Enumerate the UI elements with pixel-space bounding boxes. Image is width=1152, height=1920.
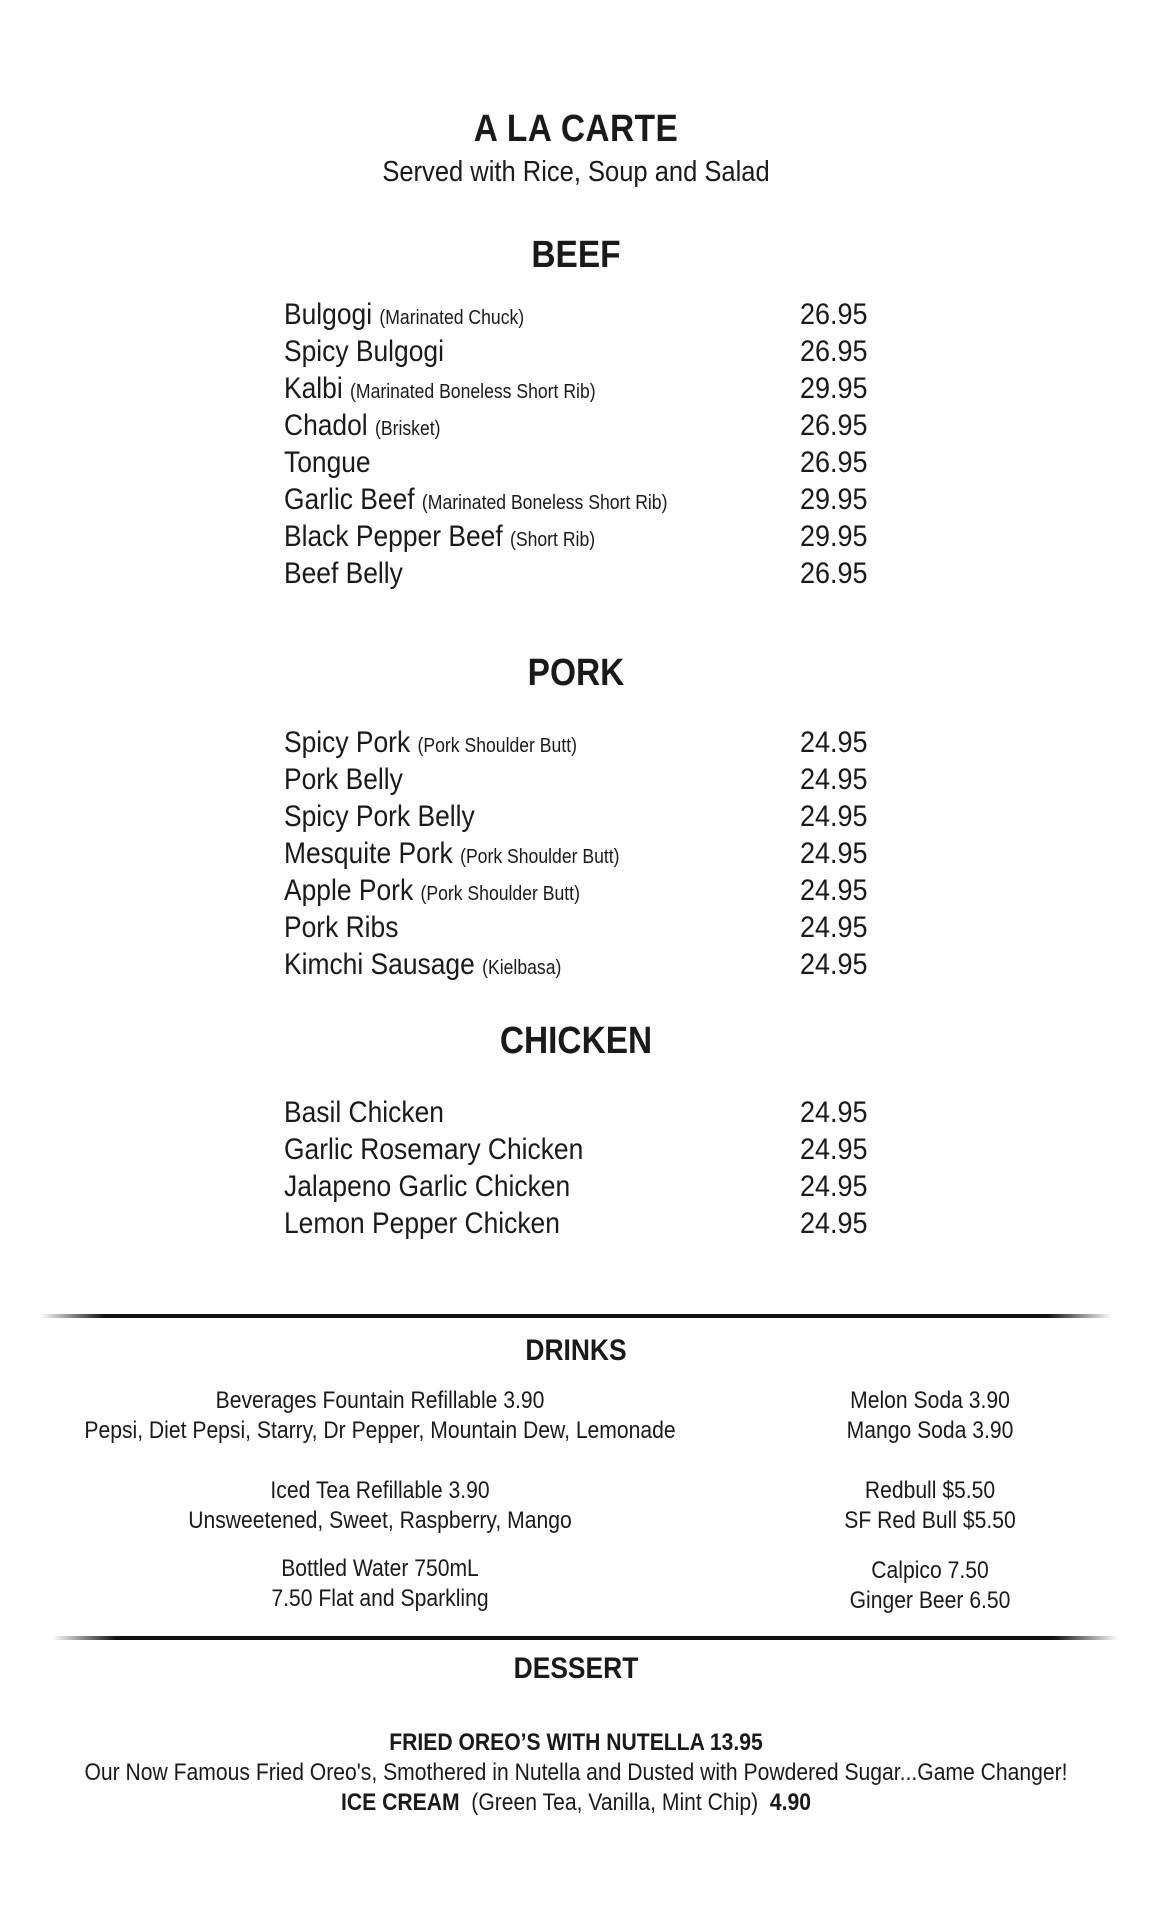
menu-item-price: 26.95 xyxy=(800,335,868,368)
calpico: Calpico 7.50 xyxy=(871,1557,989,1584)
menu-item-name-line xyxy=(284,481,667,522)
menu-item-note: (Marinated Chuck) xyxy=(379,307,525,329)
ice-cream-label: ICE CREAM xyxy=(341,1789,460,1816)
menu-item-name: Jalapeno Garlic Chicken xyxy=(284,1170,571,1203)
sf-redbull: SF Red Bull $5.50 xyxy=(844,1507,1016,1534)
bottled-water xyxy=(30,1554,730,1614)
mango-soda: Mango Soda 3.90 xyxy=(846,1417,1014,1444)
menu-item-name: Spicy Pork xyxy=(284,726,411,759)
menu-item-name: Kimchi Sausage xyxy=(284,948,475,981)
menu-item-price: 29.95 xyxy=(800,483,868,516)
menu-item-name-line xyxy=(284,296,524,337)
menu-item-name-line xyxy=(284,333,444,370)
bottled-water-options: 7.50 Flat and Sparkling xyxy=(271,1585,489,1612)
menu-item-name-line xyxy=(284,761,403,798)
menu-item-name: Pork Ribs xyxy=(284,911,399,944)
menu-item-price: 26.95 xyxy=(800,557,868,590)
menu-item-price: 29.95 xyxy=(800,372,868,405)
fountain-drinks-options: Pepsi, Diet Pepsi, Starry, Dr Pepper, Mountain Dew, Lemonade xyxy=(84,1417,676,1444)
dessert-divider xyxy=(52,1636,1118,1640)
menu-item xyxy=(284,555,884,592)
other-drinks xyxy=(780,1556,1080,1616)
menu-item-price: 24.95 xyxy=(800,763,868,796)
menu-item-name-line xyxy=(284,946,561,987)
menu-item-name: Garlic Rosemary Chicken xyxy=(284,1133,584,1166)
menu-item xyxy=(284,946,884,983)
menu-item-note: (Pork Shoulder Butt) xyxy=(420,883,580,905)
menu-item-price: 24.95 xyxy=(800,1096,868,1129)
menu-item-name-line xyxy=(284,1168,570,1205)
menu-item-name-line xyxy=(284,518,595,559)
menu-item xyxy=(284,835,884,872)
ice-cream-price: 4.90 xyxy=(769,1789,811,1816)
menu-item-note: (Pork Shoulder Butt) xyxy=(460,846,620,868)
menu-item-name-line xyxy=(284,872,580,913)
menu-item-price: 24.95 xyxy=(800,726,868,759)
menu-item-price: 26.95 xyxy=(800,446,868,479)
ice-cream-flavors: (Green Tea, Vanilla, Mint Chip) xyxy=(471,1789,759,1816)
drinks-section-title: DRINKS xyxy=(525,1334,627,1367)
menu-item-name-line xyxy=(284,407,441,448)
menu-item xyxy=(284,518,884,555)
menu-item xyxy=(284,370,884,407)
menu-item-price: 24.95 xyxy=(800,800,868,833)
menu-item xyxy=(284,909,884,946)
menu-item-note: (Kielbasa) xyxy=(482,957,562,979)
menu-item-name: Black Pepper Beef xyxy=(284,520,503,553)
page-subtitle: Served with Rice, Soup and Salad xyxy=(382,156,770,188)
menu-item-name: Bulgogi xyxy=(284,298,373,331)
fountain-drinks xyxy=(30,1386,730,1446)
ginger-beer: Ginger Beer 6.50 xyxy=(849,1587,1011,1614)
menu-item-name: Basil Chicken xyxy=(284,1096,444,1129)
iced-tea-options: Unsweetened, Sweet, Raspberry, Mango xyxy=(188,1507,572,1534)
menu-item-price: 24.95 xyxy=(800,837,868,870)
menu-item-name-line xyxy=(284,1205,560,1242)
menu-item xyxy=(284,444,884,481)
menu-item-name-line xyxy=(284,724,577,765)
menu-item-price: 26.95 xyxy=(800,298,868,331)
drinks-divider xyxy=(40,1314,1112,1318)
menu-item-name: Spicy Pork Belly xyxy=(284,800,475,833)
menu-item-price: 24.95 xyxy=(800,911,868,944)
menu-item-price: 26.95 xyxy=(800,409,868,442)
menu-item-name-line xyxy=(284,798,475,835)
menu-item-name: Lemon Pepper Chicken xyxy=(284,1207,560,1240)
chicken-section-title: CHICKEN xyxy=(499,1020,653,1062)
menu-item-note: (Short Rib) xyxy=(510,529,596,551)
menu-item xyxy=(284,724,884,761)
iced-tea-title: Iced Tea Refillable 3.90 xyxy=(270,1477,490,1504)
menu-item xyxy=(284,407,884,444)
menu-item-price: 24.95 xyxy=(800,1170,868,1203)
menu-item-name-line xyxy=(284,835,620,876)
menu-item-note: (Pork Shoulder Butt) xyxy=(417,735,577,757)
menu-item-name: Tongue xyxy=(284,446,371,479)
fountain-drinks-title: Beverages Fountain Refillable 3.90 xyxy=(215,1387,545,1414)
menu-item xyxy=(284,761,884,798)
menu-item-name-line xyxy=(284,1094,444,1131)
energy-drinks xyxy=(780,1476,1080,1536)
bottled-water-title: Bottled Water 750mL xyxy=(281,1555,479,1582)
menu-item-price: 24.95 xyxy=(800,1133,868,1166)
dessert-list xyxy=(0,1728,1152,1818)
menu-item-note: (Brisket) xyxy=(375,418,441,440)
menu-item-name: Mesquite Pork xyxy=(284,837,453,870)
menu-item-price: 29.95 xyxy=(800,520,868,553)
redbull: Redbull $5.50 xyxy=(864,1477,996,1504)
iced-tea xyxy=(30,1476,730,1536)
fried-oreo-description: Our Now Famous Fried Oreo's, Smothered in Nutella and Dusted with Powdered Sugar...Game Changer! xyxy=(84,1759,1068,1786)
menu-item xyxy=(284,798,884,835)
menu-item-note: (Marinated Boneless Short Rib) xyxy=(421,492,668,514)
menu-item-name-line xyxy=(284,909,398,946)
menu-item-name: Chadol xyxy=(284,409,368,442)
menu-item-name: Kalbi xyxy=(284,372,343,405)
menu-item xyxy=(284,1094,884,1131)
menu-item xyxy=(284,296,884,333)
menu-item xyxy=(284,1131,884,1168)
pork-item-list xyxy=(284,724,884,983)
chicken-item-list xyxy=(284,1094,884,1242)
menu-item-name: Beef Belly xyxy=(284,557,403,590)
menu-item xyxy=(284,481,884,518)
menu-item-name-line xyxy=(284,370,596,411)
specialty-sodas xyxy=(780,1386,1080,1446)
fried-oreo-title: FRIED OREO’S WITH NUTELLA 13.95 xyxy=(389,1729,763,1756)
menu-item-name: Garlic Beef xyxy=(284,483,415,516)
ice-cream-line xyxy=(69,1788,1083,1818)
beef-item-list xyxy=(284,296,884,592)
beef-section-title: BEEF xyxy=(531,234,621,276)
menu-item-note: (Marinated Boneless Short Rib) xyxy=(350,381,596,403)
menu-item-name: Pork Belly xyxy=(284,763,403,796)
pork-section-title: PORK xyxy=(527,652,625,694)
menu-item xyxy=(284,333,884,370)
dessert-section-title: DESSERT xyxy=(513,1652,639,1685)
page-title: A LA CARTE xyxy=(473,108,679,150)
menu-item-name-line xyxy=(284,444,371,481)
menu-item xyxy=(284,1168,884,1205)
menu-item xyxy=(284,872,884,909)
menu-item-name-line xyxy=(284,555,403,592)
menu-item-price: 24.95 xyxy=(800,874,868,907)
menu-item-name-line xyxy=(284,1131,583,1168)
menu-item xyxy=(284,1205,884,1242)
menu-item-price: 24.95 xyxy=(800,948,868,981)
menu-item-name: Apple Pork xyxy=(284,874,414,907)
melon-soda: Melon Soda 3.90 xyxy=(850,1387,1010,1414)
menu-item-name: Spicy Bulgogi xyxy=(284,335,444,368)
menu-item-price: 24.95 xyxy=(800,1207,868,1240)
